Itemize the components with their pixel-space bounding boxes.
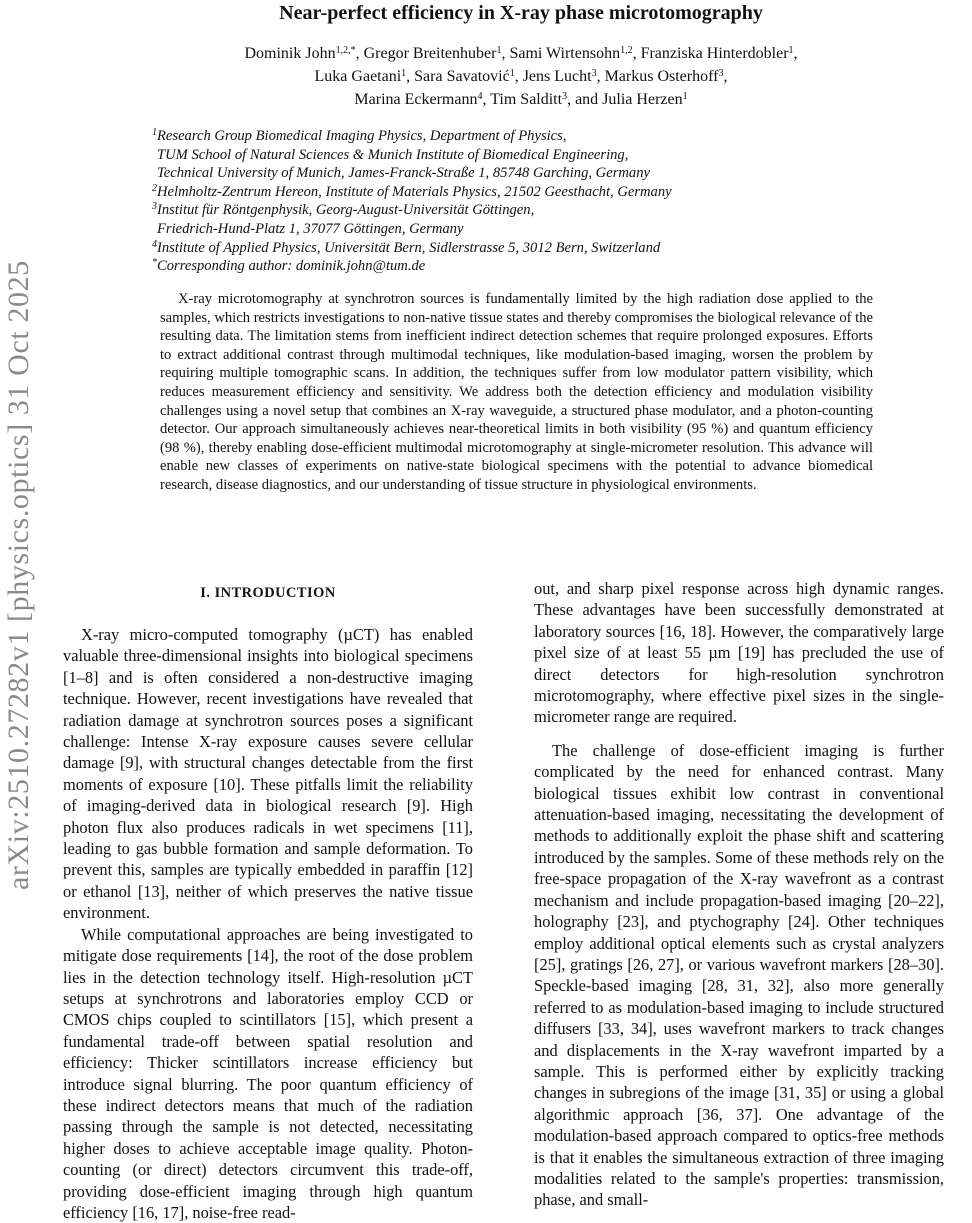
affiliation-line: $^3$Institut für Röntgenphysik, Georg-August-Universität Göttingen, [152,201,535,219]
affiliation-line: TUM School of Natural Sciences & Munich Institute of Biomedical Engineering, [157,146,629,163]
author-list [90,42,952,111]
affiliation-line: $^1$Research Group Biomedical Imaging Physics, Department of Physics, [152,127,567,144]
affiliation-line: Technical University of Munich, James-Franck-Straße 1, 85748 Garching, Germany [157,165,650,182]
abstract: X-ray microtomography at synchrotron sources is fundamentally limited by the high radiation dose applied to the samples, which restricts investigations to non-native tissue states and thereby compromises the biological relevance of the resulting data. The limitation stems from inefficient indirect detection schemes that require prolonged exposures. Efforts to extract additional contrast through multimodal techniques, like modulation-based imaging, worsen the problem by requiring multiple tomographic scans. In addition, the techniques suffer from low modulator pattern visibility, which reduces measurement efficiency and sensitivity. We address both the detection efficiency and modulation visibility challenges using a novel setup that combines an X-ray waveguide, a structured phase modulator, and a photon-counting detector. Our approach simultaneously achieves near-theoretical limits in both visibility (95 %) and quantum efficiency (98 %), thereby enabling dose-efficient multimodal microtomography at single-micrometer resolution. This advance will enable new classes of experiments on native-state biological specimens with the potential to advance biomedical research, disease diagnostics, and our understanding of tissue structure in physiological environments. [160,291,873,493]
body-paragraph: X-ray micro-computed tomography (µCT) has enabled valuable three-dimensional insights into biological specimens [1–8] and is often considered a non-destructive imaging technique. However, recent investigations have revealed that radiation damage at synchrotron sources poses a significant challenge: Intense X-ray exposure causes severe cellular damage [9], with structural changes detectable from the first moments of exposure [10]. These pitfalls limit the reliability of imaging-derived data in biological research [9]. High photon flux also produces radicals in wet specimens [11], leading to gas bubble formation and sample deformation. To prevent this, samples are typically embedded in paraffin [12] or ethanol [13], neither of which preserves the native tissue environment. [63,625,473,923]
author: Dominik John$^{1,2,*}$, [244,45,364,62]
author: Jens Lucht$^3$, [522,68,605,85]
body-paragraph: While computational approaches are being investigated to mitigate dose requirements [14], the root of the dose problem lies in the detection technology itself. High-resolution µCT setups at synchrotrons and laboratories employ CCD or CMOS chips coupled to scintillators [15], which present a fundamental trade-off between spatial resolution and efficiency: Thicker scintillators increase efficiency but introduce signal blurring. The poor quantum efficiency of these indirect detectors means that much of the radiation passing through the sample is not detected, necessitating higher doses to achieve acceptable image quality. Photon-counting (or direct) detectors circumvent this trade-off, providing dose-efficient imaging through high quantum efficiency [16, 17], noise-free read- [63,924,473,1222]
author: Tim Salditt$^3$, and [490,91,603,108]
body-column-right [534,578,944,1211]
affiliation-line: Friedrich-Hund-Platz 1, 37077 Göttingen, Germany [157,220,464,237]
arxiv-identifier: arXiv:2510.27282v1 [physics.optics] 31 Oct 2025 [2,260,35,890]
body-column-left [63,580,473,1223]
author: Julia Herzen$^1$ [602,91,688,108]
affiliation-line: $^4$Institute of Applied Physics, Universität Bern, Sidlerstrasse 5, 3012 Bern, Switzerland [152,238,661,256]
affiliation-list [152,127,952,276]
corresponding-author: *Corresponding author: dominik.john@tum.de [152,257,426,275]
author: Sara Savatović$^1$, [414,68,523,85]
author: Sami Wirtensohn$^{1,2}$, [509,45,641,62]
section-heading: I. INTRODUCTION [200,585,336,601]
affiliation-line: $^2$Helmholtz-Zentrum Hereon, Institute of Materials Physics, 21502 Geesthacht, Germany [152,182,672,200]
author: Markus Osterhoff$^3$, [604,68,728,85]
paragraph-gap [534,728,944,740]
paper-title: Near-perfect efficiency in X-ray phase microtomography [279,2,763,24]
author: Franziska Hinterdobler$^1$, [640,45,798,62]
body-paragraph: The challenge of dose-efficient imaging is further complicated by the need for enhanced contrast. Many biological tissues exhibit low contrast in conventional attenuation-based imaging, necessitating the development of methods to additionally exploit the phase shift and scattering introduced by the samples. Some of these methods rely on the free-space propagation of the X-ray wavefront as a contrast mechanism and include propagation-based imaging [20–22], holography [23], and ptychography [24]. Other techniques employ additional optical elements such as crystal analyzers [25], gratings [26, 27], or various wavefront markers [28–30]. Speckle-based imaging [28, 31, 32], also more generally referred to as modulation-based imaging to include structured diffusers [33, 34], uses wavefront markers to track changes and displacements in the X-ray wavefront imparted by a sample. This is performed either by explicitly tracking changes in subregions of the image [31, 35] or using a global algorithmic approach [36, 37]. One advantage of the modulation-based approach compared to optics-free methods is that it enables the simultaneous extraction of three imaging modalities related to the sample's properties: transmission, phase, and small- [534,740,944,1210]
body-paragraph: out, and sharp pixel response across high dynamic ranges. These advantages have been successfully demonstrated at laboratory sources [16, 18]. However, the comparatively large pixel size of at least 55 µm [19] has precluded the use of direct detectors for high-resolution synchrotron microtomography, where effective pixel sizes in the single-micrometer range are required. [534,579,944,727]
author: Luka Gaetani$^1$, [314,68,415,85]
author: Gregor Breitenhuber$^1$, [363,45,510,62]
author: Marina Eckermann$^4$, [354,91,491,108]
